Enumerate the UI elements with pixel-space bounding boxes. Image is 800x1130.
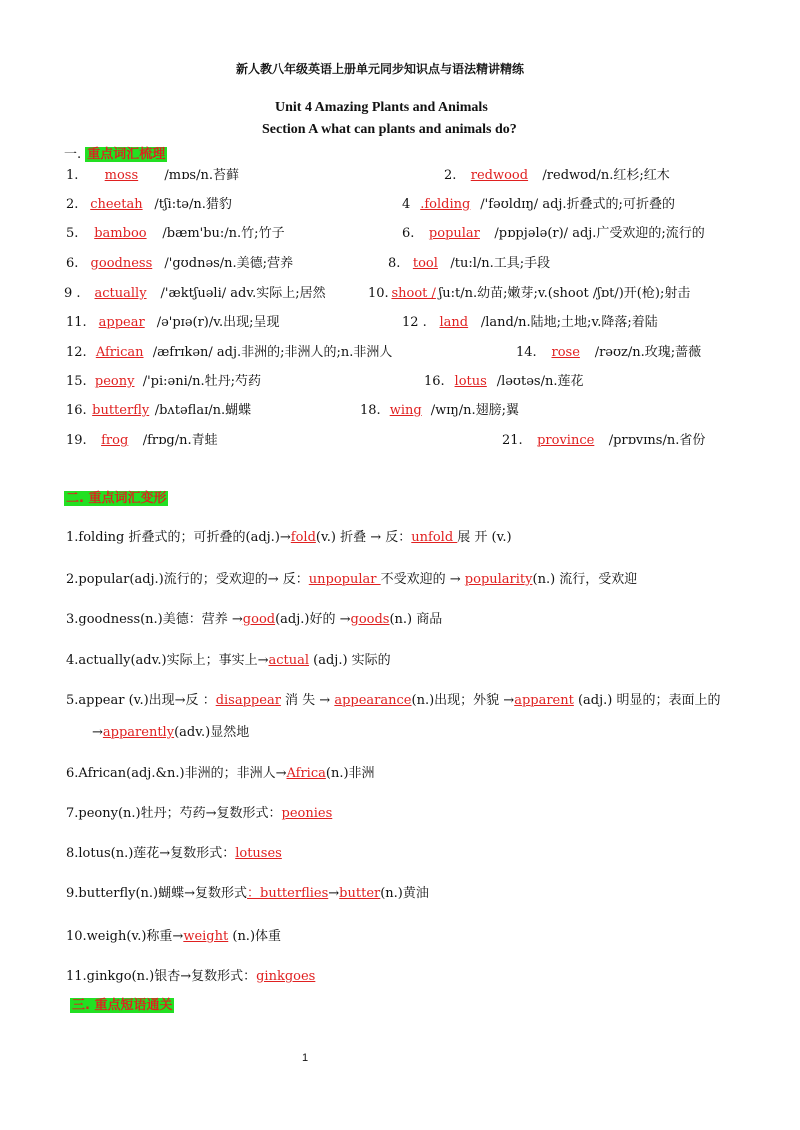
form-item: 1.folding 折叠式的；可折叠的(adj.)→fold(v.) 折叠 → 反：unfold 展 开 (v.) bbox=[66, 530, 512, 545]
form-item: 11.ginkgo(n.)银杏→复数形式：ginkgoes bbox=[66, 969, 316, 984]
vocab-item: 4 .folding /'fəʊldɪŋ/ adj.折叠式的;可折叠的 bbox=[402, 197, 675, 212]
vocab-item: 9 . actually /'æktʃuəli/ adv.实际上;居然 bbox=[64, 286, 326, 301]
vocab-item: 19. frog /frɒg/n.青蛙 bbox=[66, 433, 218, 448]
section-2-label: 二. 重点词汇变形 bbox=[66, 491, 167, 506]
vocab-item: 14. rose /rəʊz/n.玫瑰;蔷薇 bbox=[516, 345, 702, 360]
section-title: Section A what can plants and animals do? bbox=[262, 122, 517, 137]
form-item: 4.actually(adv.)实际上；事实上→actual (adj.) 实际的 bbox=[66, 653, 391, 668]
form-item: 9.butterfly(n.)蝴蝶→复数形式：butterflies→butter(n.)黄油 bbox=[66, 886, 429, 901]
vocab-item: 21. province /prɒvɪns/n.省份 bbox=[502, 433, 706, 448]
vocab-item: 18. wing /wɪŋ/n.翅膀;翼 bbox=[360, 403, 519, 418]
vocab-item: 10. shoot / ʃu:t/n.幼苗;嫩芽;v.(shoot /ʃɒt/)开(枪);射击 bbox=[368, 286, 691, 301]
section-2-heading bbox=[64, 487, 168, 506]
section-1-heading bbox=[64, 143, 167, 162]
vocab-item: 12 . land /land/n.陆地;土地;v.降落;着陆 bbox=[402, 315, 658, 330]
vocab-item: 16. lotus /ləʊtəs/n.莲花 bbox=[424, 374, 584, 389]
form-item: →apparently(adv.)显然地 bbox=[92, 725, 250, 740]
section-3-label: 三. 重点短语通关 bbox=[72, 998, 173, 1013]
vocab-item: 8. tool /tu:l/n.工具;手段 bbox=[388, 256, 551, 271]
section-1-number: 一. bbox=[64, 147, 82, 162]
vocab-item: 2. redwood /redwʊd/n.红杉;红木 bbox=[444, 168, 670, 183]
form-item: 8.lotus(n.)莲花→复数形式：lotuses bbox=[66, 846, 282, 861]
vocab-item: 6. popular /pɒpjələ(r)/ adj.广受欢迎的;流行的 bbox=[402, 226, 705, 241]
page-number: 1 bbox=[302, 1052, 309, 1064]
vocab-item: 15. peony /'pi:əni/n.牡丹;芍药 bbox=[66, 374, 261, 389]
vocab-item: 5. bamboo /bæm'bu:/n.竹;竹子 bbox=[66, 226, 285, 241]
form-item: 7.peony(n.)牡丹；芍药→复数形式：peonies bbox=[66, 806, 333, 821]
section-1-label: 重点词汇梳理 bbox=[87, 147, 166, 162]
vocab-item: 2. cheetah /tʃi:tə/n.猎豹 bbox=[66, 197, 232, 212]
form-item: 6.African(adj.&n.)非洲的；非洲人→Africa(n.)非洲 bbox=[66, 766, 375, 781]
vocab-item: 6. goodness /'gʊdnəs/n.美德;营养 bbox=[66, 256, 294, 271]
section-3-heading bbox=[70, 994, 174, 1013]
vocab-item: 12. African /æfrɪkən/ adj.非洲的;非洲人的;n.非洲人 bbox=[66, 345, 393, 360]
unit-title: Unit 4 Amazing Plants and Animals bbox=[275, 100, 488, 115]
form-item: 3.goodness(n.)美德：营养 →good(adj.)好的 →goods(n.) 商品 bbox=[66, 612, 443, 627]
vocab-item: 11. appear /ə'pɪə(r)/v.出现;呈现 bbox=[66, 315, 280, 330]
form-item: 10.weigh(v.)称重→weight (n.)体重 bbox=[66, 929, 282, 944]
form-item: 2.popular(adj.)流行的；受欢迎的→ 反：unpopular 不受欢迎的 → popularity(n.) 流行，受欢迎 bbox=[66, 572, 638, 587]
form-item: 5.appear (v.)出现→反 ：disappear 消 失 → appearance(n.)出现；外貌 →apparent (adj.) 明显的；表面上的 bbox=[66, 693, 721, 708]
document-header: 新人教八年级英语上册单元同步知识点与语法精讲精练 bbox=[236, 62, 525, 76]
vocab-item: 1. moss /mɒs/n.苔藓 bbox=[66, 168, 239, 183]
vocab-item: 16. butterfly /bʌtəflaɪ/n.蝴蝶 bbox=[66, 403, 252, 418]
